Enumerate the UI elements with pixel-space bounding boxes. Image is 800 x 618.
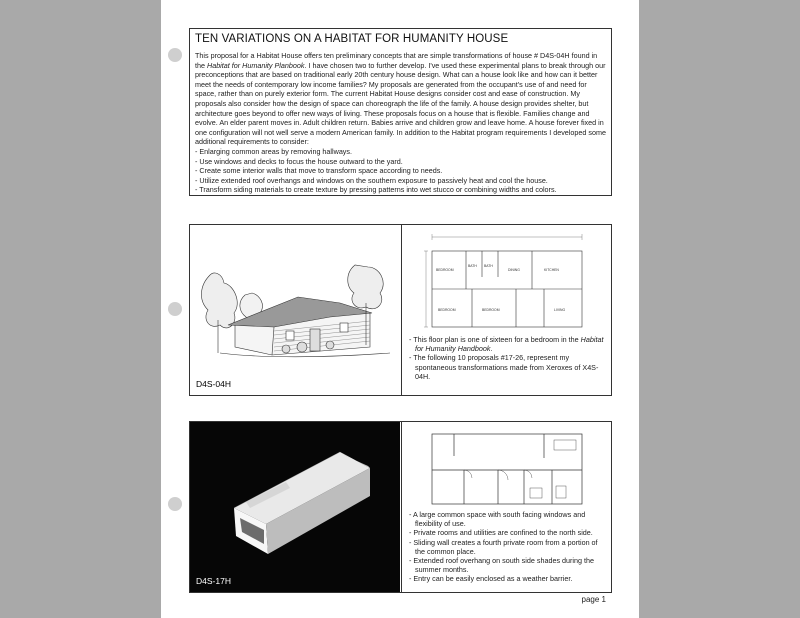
requirement-item: - Transform siding materials to create texture by pressing patterns into wet stucco or combining widths and colors. [195, 185, 557, 195]
room-label: BEDROOM [438, 308, 456, 312]
panel-notes [407, 335, 607, 381]
house-sketch [190, 225, 400, 395]
panel-d4s-17h [189, 421, 612, 593]
page-number: page 1 [581, 595, 606, 604]
binder-hole [168, 302, 182, 316]
panel-d4s-04h [189, 224, 612, 396]
model-photo [190, 422, 400, 592]
panel-label: D4S-17H [196, 576, 231, 586]
document-title: TEN VARIATIONS ON A HABITAT FOR HUMANITY HOUSE [195, 33, 509, 45]
room-label: DINING [508, 268, 520, 272]
room-label: LIVING [554, 308, 566, 312]
floor-plan-panel [401, 225, 612, 395]
note-item: - Sliding wall creates a fourth private room from a portion of the common place. [409, 537, 598, 556]
floor-plan-drawing [424, 428, 590, 510]
panel-notes [407, 510, 607, 584]
requirement-item: - Create some interior walls that move to transform space according to needs. [195, 166, 443, 176]
document-page [161, 0, 639, 618]
room-label: KITCHEN [544, 268, 559, 272]
note-item: - Extended roof overhang on south side shades during the summer months. [409, 556, 595, 575]
panel-label: D4S-04H [196, 379, 231, 389]
room-label: BEDROOM [436, 268, 454, 272]
room-label: BEDROOM [482, 308, 500, 312]
binder-hole [168, 497, 182, 511]
room-label: BATH [484, 264, 493, 268]
intro-box [189, 28, 612, 196]
floor-plan-panel [401, 422, 612, 592]
requirement-item: - Utilize extended roof overhangs and windows on the southern exposure to passively heat and cool the house. [195, 175, 548, 185]
requirements-list [195, 147, 606, 195]
note-item: - This floor plan is one of sixteen for a bedroom in the Habitat for Humanity Handbook. [409, 335, 604, 354]
house-model-drawing [190, 422, 400, 592]
room-label: BATH [468, 264, 477, 268]
requirement-item: - Enlarging common areas by removing hallways. [195, 146, 352, 156]
note-item: - The following 10 proposals #17-26, represent my spontaneous transformations made from Xeroxes of X4S-04H. [409, 353, 599, 381]
house-sketch-drawing [190, 225, 400, 395]
binder-hole [168, 48, 182, 62]
requirement-item: - Use windows and decks to focus the house outward to the yard. [195, 156, 403, 166]
intro-paragraph: This proposal for a Habitat House offers ten preliminary concepts that are simple transformations of house # D4S-04H found in the Habitat for Humanity Planbook. I have chosen two to further develop. I've used these experimental plans to break through our preconceptions that are based on traditional early 20th century house design. What can a house look like and how can it better meet the needs of contemporary low income families? My proposals are generated from the occupant's use of and need for space, rather than on purely exterior form. The current Habitat House designs consider cost and ease of construction. My proposals also consider how the design of space can choreograph the life of the family. A house design provides shelter, but architecture goes beyond to offer new ways of living. These proposals focus on a house that is flexible. Families change and evolve. An elder parent moves in. Adult children return. Babies arrive and children grow and leave home. A house forever fixed in one configuration will not well serve a modern American family. In addition to the Habitat program requirements I developed some additional requirements to consider: [195, 51, 606, 147]
note-item: - Private rooms and utilities are confined to the north side. [409, 528, 593, 538]
floor-plan-drawing [424, 231, 590, 333]
note-item: - A large common space with south facing windows and flexibility of use. [409, 510, 586, 529]
note-item: - Entry can be easily enclosed as a weather barrier. [409, 574, 573, 584]
